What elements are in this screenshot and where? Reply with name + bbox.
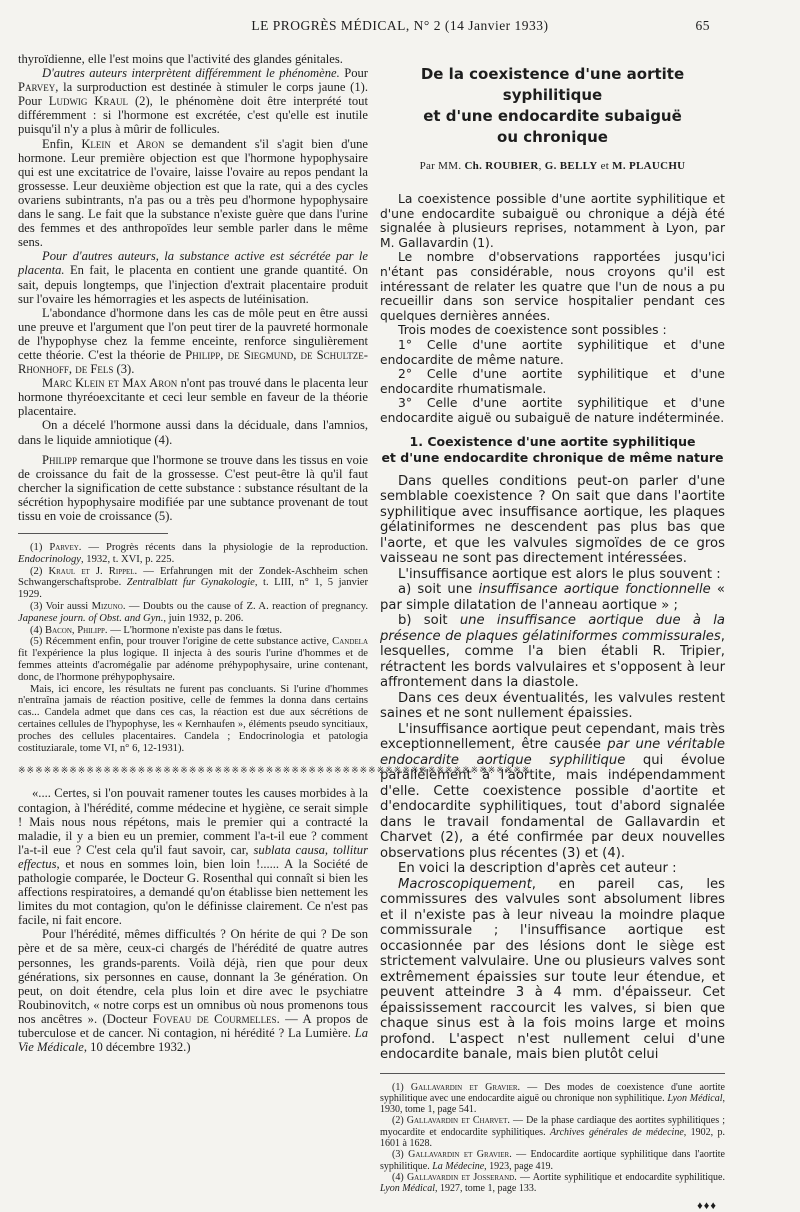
footnote: (3) Voir aussi Mizuno. — Doubts ou the cause of Z. A. reaction of pregnancy. Japanese journ. of Obst. and Gyn., juin 1932, p. 206.: [18, 601, 368, 624]
paragraph: Macroscopiquement, en pareil cas, les commissures des valvules sont absolument libres et il n'existe pas à leur niveau la moindre plaque commissurale ; l'insuffisance aortique est occasionnée par des lésions dont le siège est strictement valvulaire. Une ou plusieurs valves sont extrêmement épaissies sur toute leur étendue, et peuvent atteindre 3 à 4 mm. d'épaisseur. Cet épaississement raccourcit les valves, si bien que chaque sinus est à la fois moins large et moins profond. L'aspect n'est nullement celui d'une endocardite banale, mais bien plutôt celui: [380, 876, 725, 1062]
paragraph: Dans ces deux éventualités, les valvules restent saines et ne sont nullement épaissies.: [380, 690, 725, 721]
footnote: (1) Gallavardin et Gravier. — Des modes de coexistence d'une aortite syphilitique avec une endocardite aiguë ou chronique non syphilitique. Lyon Médical, 1930, tome 1, page 541.: [380, 1081, 725, 1116]
paragraph: 1° Celle d'une aortite syphilitique et d'une endocardite de même nature.: [380, 337, 725, 367]
footnote: (4) Bacon, Philipp. — L'hormone n'existe pas dans le fœtus.: [30, 624, 282, 636]
footnote: (2) Gallavardin et Charvet. — De la phase cardiaque des aortites syphilitiques ; myocardite et endocardite syphilitiques. Archives générales de médecine, 1902, p. 1601 à 1628.: [380, 1115, 726, 1149]
paragraph: Le nombre d'observations rapportées jusqu'ici n'étant pas considérable, nous croyons qu'il est intéressant de relater les quatre que l'un de nous a pu recueillir dans son service hospitalier pendant ces quelques dernières années.: [380, 250, 725, 323]
footnote: (2) Kraul et J. Rippel. — Erfahrungen mit der Zondek-Aschheim schen Schwangerschaftsprobe. Zentralblatt fur Gynakologie, t. LIII, n° 1, 5 janvier 1929.: [18, 565, 368, 601]
footnote: (1) Parvey. — Progrès récents dans la physiologie de la reproduction. Endocrinology, 1932, t. XVI, p. 225.: [18, 542, 368, 565]
section-heading: 1. Coexistence d'une aortite syphilitique et d'une endocardite chronique de même nature: [381, 433, 724, 465]
paragraph: L'insuffisance aortique peut cependant, mais très exceptionnellement, être causée par une véritable endocardite aortique syphilitique qui évolue parallèlement à l'aortite, mais indépendamment d'elle. Cette coexistence possible d'aortite et d'endocardite syphilitiques, tout d'abord signalée dans le travail fondamental de Gallavardin et Charvet (2), a été confirmée par deux nouvelles observations plus récentes (3) et (4).: [380, 721, 725, 861]
running-header: [0, 18, 800, 36]
paragraph: 3° Celle d'une aortite syphilitique et d'une endocardite aiguë ou subaiguë de nature indéterminée.: [380, 396, 725, 425]
paragraph: Philipp remarque que l'hormone se trouve dans les tissus en voie de croissance du fait de la grossesse. C'est peut-être là qu'il faut chercher la signification de cette substance : substance résultant de la sécrétion hypophysaire modifiée par une subtance provenant de tout tissu en voie de croissance (5).: [18, 452, 368, 523]
paragraph: D'autres auteurs interprètent différemment le phénomène. Pour Parvey, la surproduction est destinée à stimuler le corps jaune (1). Pour Ludwig Kraul (2), le phénomène doit être interprété tout différemment : si l'hormone est excrétée, c'est qu'elle est inutile puisqu'il n'y a plus à mûrir de follicules.: [18, 66, 368, 137]
paragraph: b) soit une insuffisance aortique due à la présence de plaques gélatiniformes commissurales, lesquelles, comme l'a bien établi R. Tripier, rétractent les bords valvulaires et s'opposent à leur affrontement dans la diastole.: [380, 613, 725, 690]
footnote: (4) Gallavardin et Josserand. — Aortite syphilitique et endocardite syphilitique. Lyon Médical, 1927, tome 1, page 133.: [380, 1171, 725, 1195]
paragraph: a) soit une insuffisance aortique fonctionnelle « par simple dilatation de l'anneau aortique » ;: [380, 582, 725, 613]
paragraph: thyroïdienne, elle l'est moins que l'activité des glandes génitales.: [18, 52, 343, 66]
paragraph: L'abondance d'hormone dans les cas de môle peut en être aussi une preuve et l'argument que l'on peut tirer de la pauvreté hormonale de l'hypophyse chez la femme enceinte, renforce singulièrement cette théorie. C'est la théorie de Philipp, de Siegmund, de Schultze-Rhonhoff, de Fels (3).: [18, 305, 368, 377]
right-column: [380, 52, 725, 1212]
left-column: [18, 52, 531, 1055]
journal-title: LE PROGRÈS MÉDICAL, N° 2 (14 Janvier 1933): [251, 18, 549, 33]
paragraph: Dans quelles conditions peut-on parler d'une semblable coexistence ? On sait que dans l'aortite syphilitique avec insuffisance aortique, les plaques gélatiniformes ne descendent pas plus bas que l'aorte, et que les valvules sigmoïdes de ce gros vaisseau ne sont pas directement intéressées.: [380, 473, 725, 566]
paragraph: Trois modes de coexistence sont possibles :: [398, 323, 667, 338]
article-authors: Par MM. Ch. ROUBIER, G. BELLY et M. PLAUCHU: [419, 160, 686, 172]
footnote: (3) Gallavardin et Gravier. — Endocardite aortique syphilitique dans l'aortite syphilitique. La Médecine, 1923, page 419.: [380, 1149, 725, 1172]
paragraph: On a décelé l'hormone aussi dans la déciduale, dans l'amnios, dans le liquide amniotique (4).: [18, 418, 368, 447]
footnote: (5) Récemment enfin, pour trouver l'origine de cette substance active, Candela fit l'expérience la plus logique. Il injecta à des souris l'urine d'hommes et de femmes atteints d'acromégalie par adénome préhypophysaire, urine contenant, donc, de l'hormone préhypophysaire.: [18, 636, 368, 683]
paragraph: Enfin, Klein et Aron se demandent s'il s'agit bien d'une hormone. Leur première objection est que l'hormone hypophysaire qui est une excitatrice de l'ovaire, laisse l'ovaire au repos pendant la grossesse. Leur deuxième objection est que la rate, qui a des cycles ovariens subintrants, n'a pas ou a très peu d'hormone hypophysaire dans le sang. Le fait que la substance n'existe guère que dans l'urine des femmes et des anthropoïdes leur semble parler dans le même sens.: [18, 136, 369, 250]
end-mark: ♦♦♦: [697, 1200, 717, 1212]
article-title: De la coexistence d'une aortite syphilitique et d'une endocardite subaiguë ou chronique: [420, 65, 685, 146]
paragraph: 2° Celle d'une aortite syphilitique et d'une endocardite rhumatismale.: [380, 367, 725, 396]
paragraph: La coexistence possible d'une aortite syphilitique et d'une endocardite subaiguë ou chronique a déjà été signalée à plusieurs reprises, notamment à Lyon, par M. Gallavardin (1).: [380, 192, 725, 250]
footnote-separator: [18, 533, 168, 534]
footnote-separator: [380, 1073, 725, 1074]
paragraph: L'insuffisance aortique est alors le plus souvent :: [398, 566, 721, 582]
paragraph: Pour d'autres auteurs, la substance active est sécrétée par le placenta. En fait, le placenta en contient une grande quantité. On sait, depuis longtemps, que l'injection d'extrait placentaire produit sur l'ovaire les hémorragies et les aspects de lutéinisation.: [18, 249, 368, 306]
footnote: Mais, ici encore, les résultats ne furent pas concluants. Si l'urine d'hommes n'entraîna jamais de réaction positive, celle de femmes la donna dans certains cas... Candela admet que dans ces cas, la réaction est due aux sécrétions de certaines cellules de l'hypophyse, les « Kernhaufen », éléments pseudo syncitiaux, proches des cellules placentaires. Candela ; Endocrinologia et patologia costituziarale, tome VI, n° 6, 12-1931).: [18, 683, 368, 754]
page-number: 65: [695, 18, 710, 33]
ornamental-divider: ※※※※※※※※※※※※※※※※※※※※※※※※※※※※※※※※※※※※※※※※※※※※※※※※※※※※※※※※※※※※: [18, 766, 531, 777]
paragraph: En voici la description d'après cet auteur :: [398, 861, 677, 876]
quotation: «.... Certes, si l'on pouvait ramener toutes les causes morbides à la contagion, à l'hérédité, comme médecine et hygiène, ce serait simple ! Mais nous nous répétons, mais le premier qui a contracté la maladie, il y a bien eu un premier, comment l'a-t-il eue ? comment l'a-t-il eue ? C'est cela qu'il faut savoir, car, sublata causa, tollitur effectus, et nous en sommes loin, bien loin !...... A la Société de pathologie comparée, le Docteur G. Rosenthal qui connaît si bien les affections respiratoires, a demandé qu'on établisse bien nettement les limites du mot contagion, qu'on le définisse clairement. Ce n'est pas facile, ni fait encore. Pour l'hérédité, mêmes difficultés ? On hérite de qui ? De son père et de sa mère, ceux-ci chargés de l'hérédité de quatre autres personnes, les grands-parents. Voilà déjà, rien que pour deux générations, six personnes en cause, donnant la 3e génération. On peut, on doit étendre, cela plus loin et dire avec le psychiatre Roubinovitch, « notre corps est un omnibus où nous promenons tous nos ancêtres ». (Docteur Foveau de Courmelles. — A propos de tuberculose et de cancer. Ni contagion, ni hérédité ? La Lumière. La Vie Médicale, 10 décembre 1932.): [18, 786, 369, 1055]
paragraph: Marc Klein et Max Aron n'ont pas trouvé dans le placenta leur hormone thyréoexcitante et ceci leur semble en faveur de la théorie placentaire.: [18, 376, 368, 419]
